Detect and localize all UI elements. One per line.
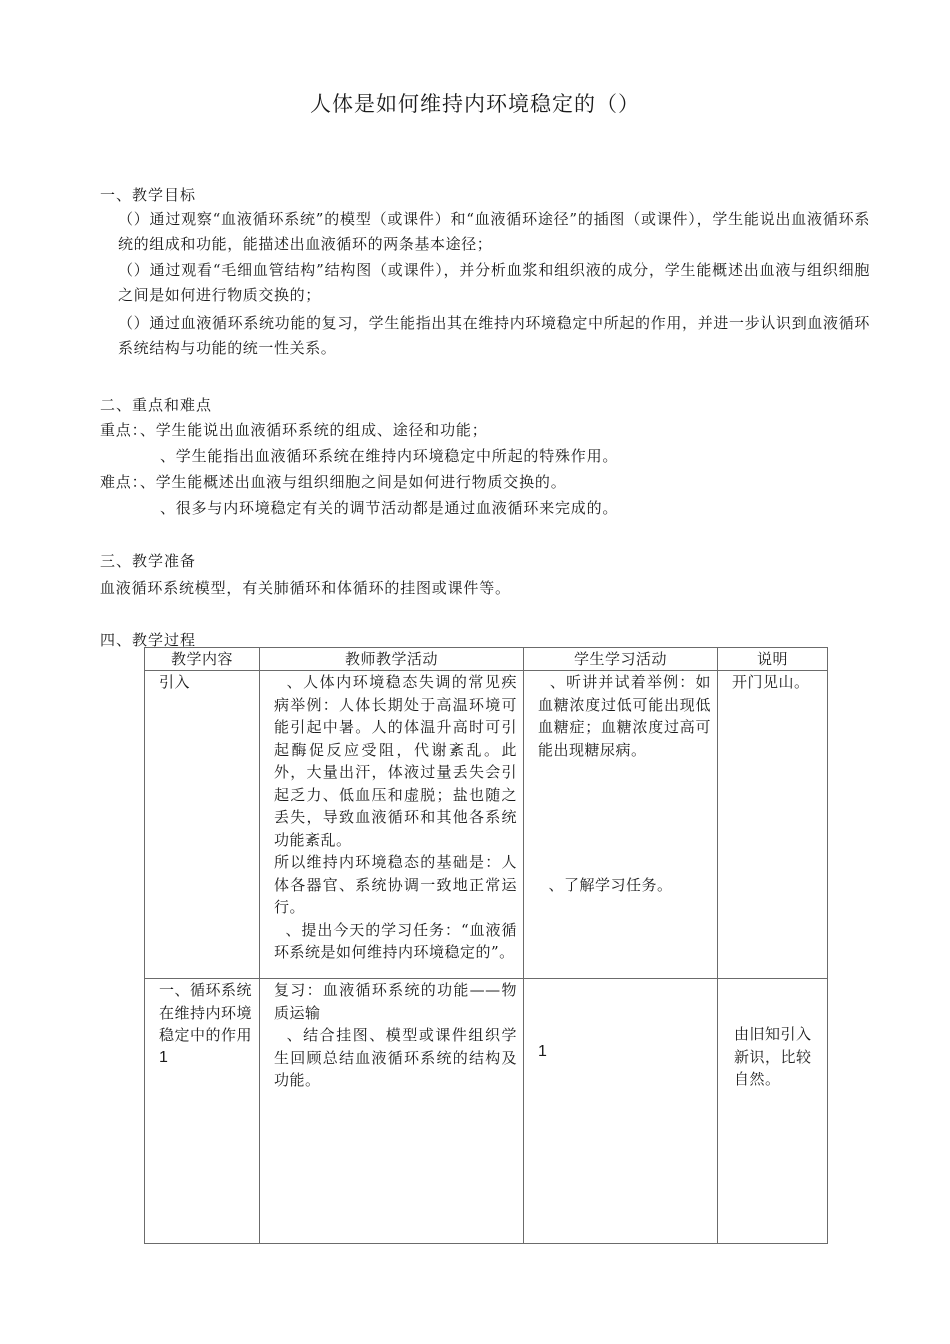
row-note-text: 开门见山。 (732, 673, 810, 691)
row-teacher-cell (260, 671, 524, 979)
prep-text: 血液循环系统模型，有关肺循环和体循环的挂图或课件等。 (100, 579, 511, 597)
column-header-note: 说明 (718, 648, 828, 671)
row-student-text-b: 、了解学习任务。 (538, 876, 673, 894)
row-student-number: 1 (538, 1043, 548, 1060)
row-content-text: 一、循环系统在维持内环境稳定中的作用 (159, 981, 253, 1044)
difficulty-line-1: 难点：、学生能概述出血液与组织细胞之间是如何进行物质交换的。 (100, 473, 567, 491)
goal-item-2: （）通过观看“毛细血管结构”结构图（或课件），并分析血浆和组织液的成分，学生能概述出血液与组织细胞之间是如何进行物质交换的； (118, 261, 870, 304)
row-student-cell (524, 979, 718, 1244)
key-point-line-1: 重点：、学生能说出血液循环系统的组成、途径和功能； (100, 421, 488, 439)
row-note-cell (718, 671, 828, 979)
column-header-student: 学生学习活动 (524, 648, 718, 671)
table-row (145, 979, 828, 1244)
section-heading-prep: 三、教学准备 (100, 552, 197, 570)
section-heading-key-points: 二、重点和难点 (100, 396, 213, 414)
lesson-process-table (144, 647, 828, 1244)
key-point-line-2: 、学生能指出血液循环系统在维持内环境稳定中所起的特殊作用。 (160, 447, 619, 465)
table-row (145, 671, 828, 979)
column-header-teacher: 教师教学活动 (260, 648, 524, 671)
section-heading-goals: 一、教学目标 (100, 186, 197, 204)
row-content-text: 引入 (159, 673, 191, 691)
difficulty-line-2: 、很多与内环境稳定有关的调节活动都是通过血液循环来完成的。 (160, 499, 619, 517)
goal-item-1: （）通过观察“血液循环系统”的模型（或课件）和“血液循环途径”的插图（或课件），学生能说出血液循环系统的组成和功能，能描述出血液循环的两条基本途径； (118, 210, 870, 253)
column-header-content: 教学内容 (145, 648, 260, 671)
goal-item-3: （）通过血液循环系统功能的复习，学生能指出其在维持内环境稳定中所起的作用，并进一步认识到血液循环系统结构与功能的统一性关系。 (118, 314, 870, 357)
row-student-text-a: 、听讲并试着举例：如血糖浓度过低可能出现低血糖症；血糖浓度过高可能出现糖尿病。 (538, 673, 711, 759)
row-note-text: 由旧知引入新识，比较自然。 (734, 1025, 812, 1088)
row-teacher-text: 、人体内环境稳态失调的常见疾病举例：人体长期处于高温环境可能引起中暑。人的体温升高时可引起酶促反应受阻，代谢紊乱。此外，大量出汗，体液过量丢失会引起乏力、低血压和虚脱；盐也随之丢失，导致血液循环和其他各系统功能紊乱。 所以维持内环境稳态的基础是：人体各器官、系统协调一致地正常运行。 、提出今天的学习任务：“血液循环系统是如何维持内环境稳定的”。 (274, 673, 517, 961)
row-content-cell (145, 979, 260, 1244)
row-teacher-text: 复习：血液循环系统的功能——物质运输 、结合挂图、模型或课件组织学生回顾总结血液循环系统的结构及功能。 (274, 981, 517, 1089)
section-heading-process: 四、教学过程 (100, 631, 197, 649)
row-content-number: 1 (159, 1048, 169, 1066)
row-content-cell (145, 671, 260, 979)
table-header-row (145, 648, 828, 671)
row-teacher-cell (260, 979, 524, 1244)
row-note-cell (718, 979, 828, 1244)
row-student-cell (524, 671, 718, 979)
document-title: 人体是如何维持内环境稳定的（） (310, 92, 640, 116)
